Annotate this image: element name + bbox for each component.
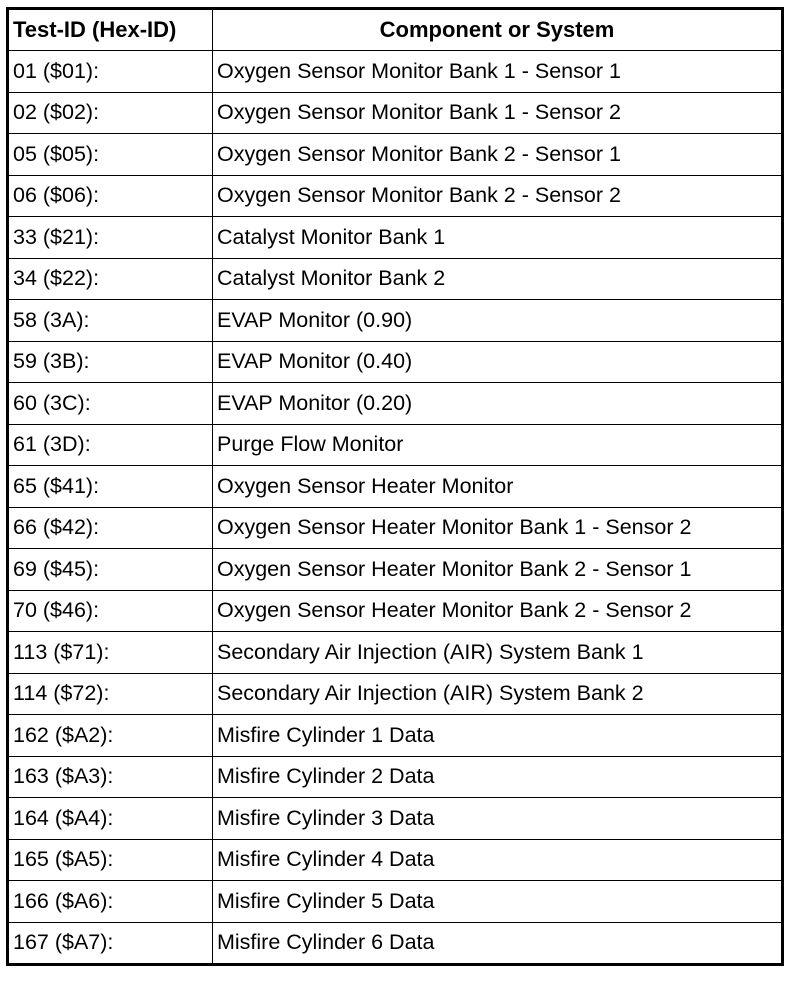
- component-cell: Misfire Cylinder 1 Data: [213, 715, 783, 757]
- test-id-cell: 167 ($A7):: [8, 922, 213, 965]
- table-row: [8, 300, 783, 342]
- component-cell: Misfire Cylinder 4 Data: [213, 839, 783, 881]
- table-header-row: [8, 9, 783, 51]
- component-cell: Misfire Cylinder 2 Data: [213, 756, 783, 798]
- test-id-cell: 163 ($A3):: [8, 756, 213, 798]
- test-id-cell: 06 ($06):: [8, 175, 213, 217]
- component-cell: Secondary Air Injection (AIR) System Bank 2: [213, 673, 783, 715]
- test-id-table: [6, 7, 784, 966]
- component-cell: Oxygen Sensor Heater Monitor Bank 2 - Sensor 1: [213, 549, 783, 591]
- header-component-or-system: Component or System: [213, 9, 783, 51]
- component-cell: Misfire Cylinder 3 Data: [213, 798, 783, 840]
- table-row: [8, 217, 783, 259]
- test-id-cell: 60 (3C):: [8, 383, 213, 425]
- component-cell: Oxygen Sensor Heater Monitor Bank 2 - Sensor 2: [213, 590, 783, 632]
- test-id-cell: 113 ($71):: [8, 632, 213, 674]
- table-row: [8, 881, 783, 923]
- component-cell: EVAP Monitor (0.90): [213, 300, 783, 342]
- test-id-cell: 59 (3B):: [8, 341, 213, 383]
- component-cell: Oxygen Sensor Heater Monitor: [213, 466, 783, 508]
- component-cell: Oxygen Sensor Monitor Bank 1 - Sensor 2: [213, 92, 783, 134]
- table-row: [8, 715, 783, 757]
- component-cell: Oxygen Sensor Monitor Bank 2 - Sensor 2: [213, 175, 783, 217]
- component-cell: Catalyst Monitor Bank 1: [213, 217, 783, 259]
- table-row: [8, 51, 783, 93]
- test-id-cell: 164 ($A4):: [8, 798, 213, 840]
- table-row: [8, 798, 783, 840]
- component-cell: EVAP Monitor (0.40): [213, 341, 783, 383]
- test-id-cell: 66 ($42):: [8, 507, 213, 549]
- component-cell: Purge Flow Monitor: [213, 424, 783, 466]
- test-id-cell: 61 (3D):: [8, 424, 213, 466]
- table-row: [8, 134, 783, 176]
- table-row: [8, 466, 783, 508]
- header-test-id: Test-ID (Hex-ID): [8, 9, 213, 51]
- table-row: [8, 673, 783, 715]
- component-cell: Oxygen Sensor Heater Monitor Bank 1 - Sensor 2: [213, 507, 783, 549]
- test-id-cell: 166 ($A6):: [8, 881, 213, 923]
- test-id-cell: 01 ($01):: [8, 51, 213, 93]
- component-cell: Misfire Cylinder 5 Data: [213, 881, 783, 923]
- component-cell: Oxygen Sensor Monitor Bank 1 - Sensor 1: [213, 51, 783, 93]
- test-id-cell: 65 ($41):: [8, 466, 213, 508]
- component-cell: Secondary Air Injection (AIR) System Bank 1: [213, 632, 783, 674]
- table-row: [8, 507, 783, 549]
- test-id-cell: 33 ($21):: [8, 217, 213, 259]
- test-id-cell: 162 ($A2):: [8, 715, 213, 757]
- table-row: [8, 590, 783, 632]
- table-body: [8, 51, 783, 965]
- component-cell: Oxygen Sensor Monitor Bank 2 - Sensor 1: [213, 134, 783, 176]
- test-id-cell: 165 ($A5):: [8, 839, 213, 881]
- table-row: [8, 632, 783, 674]
- table-row: [8, 756, 783, 798]
- component-cell: Catalyst Monitor Bank 2: [213, 258, 783, 300]
- component-cell: Misfire Cylinder 6 Data: [213, 922, 783, 965]
- table-row: [8, 383, 783, 425]
- table-row: [8, 922, 783, 965]
- component-cell: EVAP Monitor (0.20): [213, 383, 783, 425]
- table-row: [8, 175, 783, 217]
- table-row: [8, 549, 783, 591]
- table-row: [8, 258, 783, 300]
- test-id-cell: 114 ($72):: [8, 673, 213, 715]
- test-id-table-container: [6, 7, 781, 966]
- test-id-cell: 34 ($22):: [8, 258, 213, 300]
- test-id-cell: 02 ($02):: [8, 92, 213, 134]
- table-row: [8, 341, 783, 383]
- test-id-cell: 05 ($05):: [8, 134, 213, 176]
- table-row: [8, 92, 783, 134]
- test-id-cell: 69 ($45):: [8, 549, 213, 591]
- table-row: [8, 424, 783, 466]
- test-id-cell: 58 (3A):: [8, 300, 213, 342]
- test-id-cell: 70 ($46):: [8, 590, 213, 632]
- table-row: [8, 839, 783, 881]
